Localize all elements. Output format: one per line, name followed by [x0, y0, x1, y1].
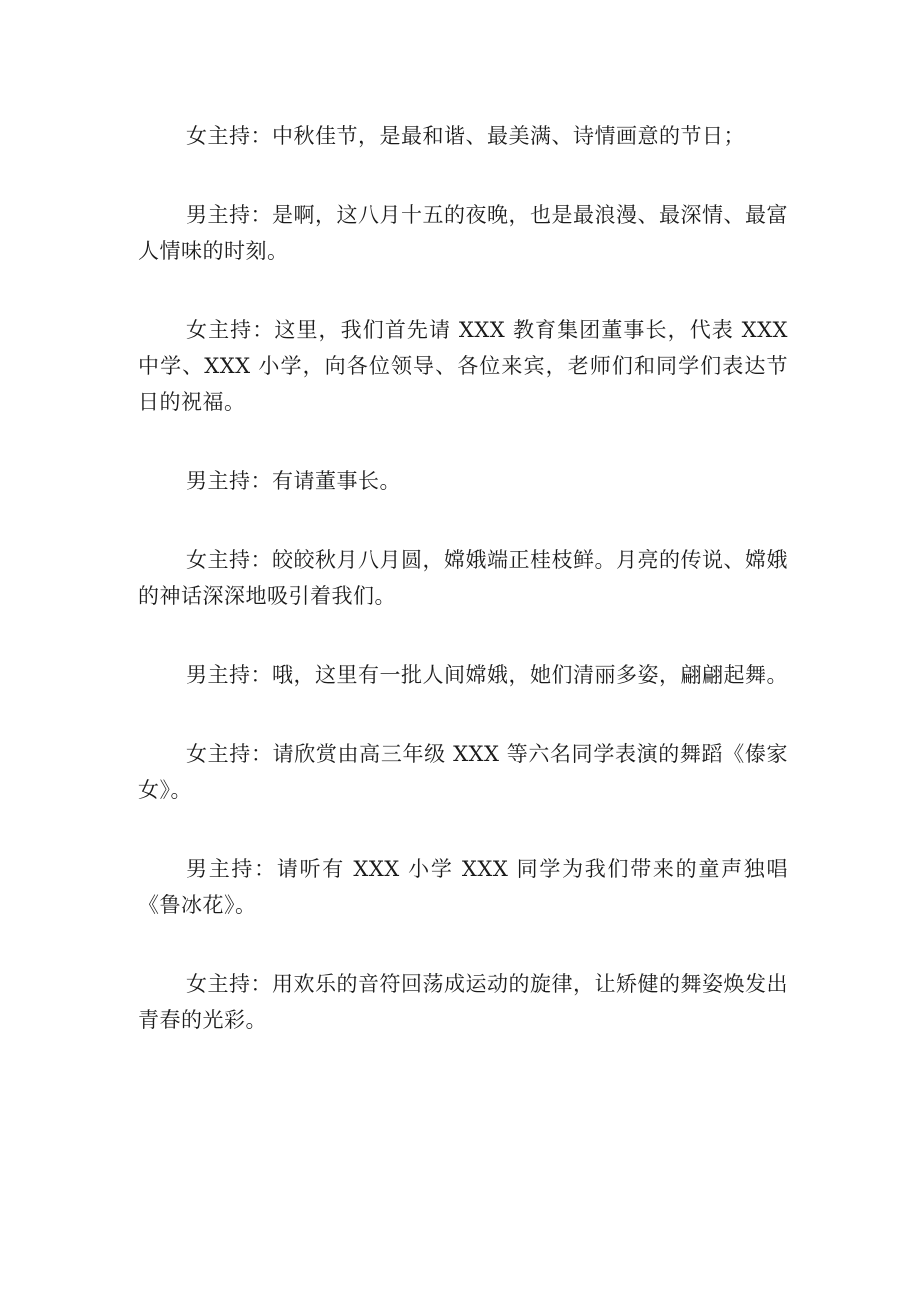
document-body [138, 118, 788, 1081]
paragraph-4: 男主持：有请董事长。 [186, 469, 401, 493]
paragraph-8: 男主持：请听有 XXX 小学 XXX 同学为我们带来的童声独唱《鲁冰花》。 [138, 857, 788, 917]
paragraph-9: 女主持：用欢乐的音符回荡成运动的旋律，让矫健的舞姿焕发出青春的光彩。 [138, 972, 788, 1032]
paragraph-2: 男主持：是啊，这八月十五的夜晚，也是最浪漫、最深情、最富人情味的时刻。 [138, 203, 788, 263]
paragraph-7: 女主持：请欣赏由高三年级 XXX 等六名同学表演的舞蹈《傣家女》。 [138, 742, 788, 802]
paragraph-3: 女主持：这里，我们首先请 XXX 教育集团董事长，代表 XXX 中学、XXX 小学，向各位领导、各位来宾，老师们和同学们表达节日的祝福。 [138, 318, 788, 414]
paragraph-1: 女主持：中秋佳节，是最和谐、最美满、诗情画意的节日； [186, 124, 745, 148]
paragraph-5: 女主持：皎皎秋月八月圆，嫦娥端正桂枝鲜。月亮的传说、嫦娥的神话深深地吸引着我们。 [138, 548, 788, 608]
paragraph-6: 男主持：哦，这里有一批人间嫦娥，她们清丽多姿，翩翩起舞。 [186, 663, 788, 687]
